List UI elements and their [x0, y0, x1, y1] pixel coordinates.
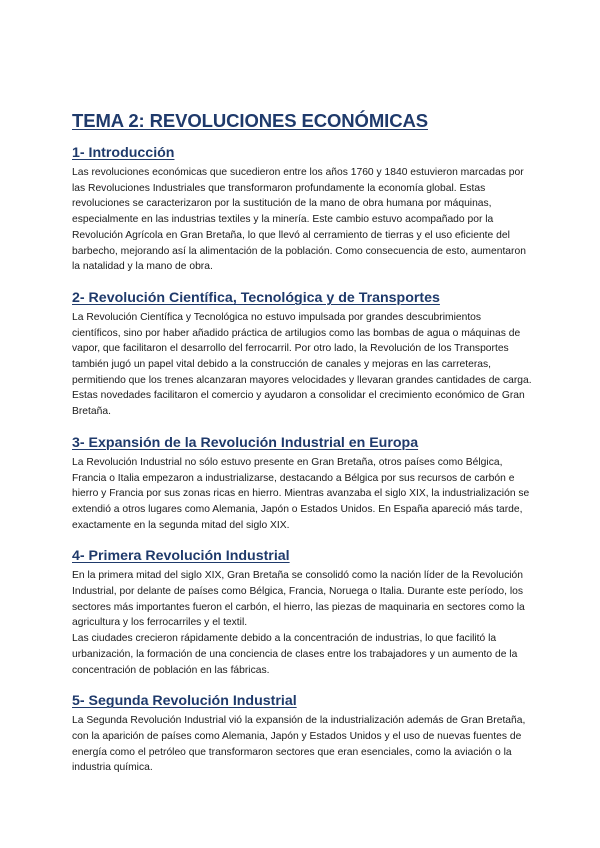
section-revolucion-cientifica: [72, 290, 532, 420]
section-paragraph: La Revolución Industrial no sólo estuvo presente en Gran Bretaña, otros países como Bélgica, Francia o Italia empezaron a industrializarse, destacando a Bélgica por sus recursos de carbón e hierro y Francia por sus zonas ricas en hierro. Mientras avanzaba el siglo XIX, la industrialización se extendió a otros lugares como Alemania, Japón o Estados Unidos. En España apareció más tarde, exactamente en la segunda mitad del siglo XIX.: [72, 456, 530, 531]
section-heading: 1- Introducción: [72, 145, 175, 161]
section-introduccion: [72, 145, 532, 275]
section-paragraph: En la primera mitad del siglo XIX, Gran Bretaña se consolidó como la nación líder de la Revolución Industrial, por delante de países como Bélgica, Francia, Noruega o Italia. Durante este período, los sectores más importantes fueron el carbón, el hierro, las piezas de maquinaria en sectores como la agricultura y los ferrocarriles y el textil.: [72, 570, 525, 629]
section-paragraph: Las revoluciones económicas que sucedieron entre los años 1760 y 1840 estuvieron marcadas por las Revoluciones Industriales que transformaron profundamente la economía global. Estas revoluciones se caracterizaron por la sustitución de la mano de obra humana por máquinas, especialmente en las industrias textiles y la minería. Este cambio estuvo acompañado por la Revolución Agrícola en Gran Bretaña, lo que llevó al cerramiento de tierras y el uso eficiente del barbecho, mejorando así la alimentación de la población. Como consecuencia de esto, aumentaron la natalidad y la mano de obra.: [72, 167, 526, 273]
section-expansion-europa: [72, 435, 532, 534]
section-heading: 2- Revolución Científica, Tecnológica y de Transportes: [72, 289, 440, 306]
section-heading: 5- Segunda Revolución Industrial: [72, 693, 297, 710]
section-segunda-revolucion: [72, 693, 532, 776]
section-heading: 4- Primera Revolución Industrial: [72, 548, 290, 565]
document-title: TEMA 2: REVOLUCIONES ECONÓMICAS: [72, 110, 428, 131]
document-page: [72, 110, 532, 791]
section-paragraph: La Segunda Revolución Industrial vió la expansión de la industrialización además de Gran Bretaña, con la aparición de países como Alemania, Japón y Estados Unidos y el uso de nuevas fuentes de energía como el petróleo que transformaron sectores que eran esenciales, como la aviación o la industria química.: [72, 715, 526, 774]
section-paragraph: La Revolución Científica y Tecnológica no estuvo impulsada por grandes descubrimientos científicos, sino por haber añadido práctica de artilugios como las bombas de agua o máquinas de vapor, que facilitaron el desarrollo del ferrocarril. Por otro lado, la Revolución de los Transportes también jugó un papel vital debido a la construcción de canales y mejoras en las carreteras, permitiendo que los trenes alcanzaran mayores velocidades y llevaran grandes cantidades de carga. Estas novedades facilitaron el comercio y ayudaron a consolidar el crecimiento económico de Gran Bretaña.: [72, 311, 532, 418]
section-heading: 3- Expansión de la Revolución Industrial en Europa: [72, 434, 419, 451]
section-paragraph: Las ciudades crecieron rápidamente debido a la concentración de industrias, lo que facilitó la urbanización, la formación de una conciencia de clases entre los trabajadores y un aumento de la concentración de población en las fábricas.: [72, 633, 518, 676]
section-primera-revolucion: [72, 548, 532, 678]
